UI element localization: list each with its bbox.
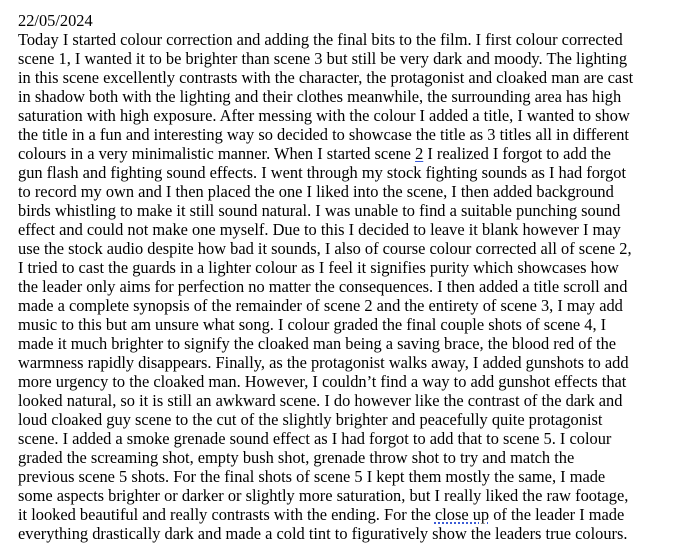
- text-line-16: music to this but am unsure what song. I colour graded the final couple shots of scene 4, I: [18, 315, 607, 334]
- date-line: 22/05/2024: [18, 11, 93, 30]
- text-line-15: made a complete synopsis of the remainder of scene 2 and the entirety of scene 3, I may add: [18, 296, 623, 315]
- spelling-flag-2[interactable]: 2: [415, 144, 424, 163]
- text-line-27: everything drastically dark and made a cold tint to figuratively show the leaders true colours.: [18, 524, 628, 543]
- text-line-25: some aspects brighter or darker or slightly more saturation, but I really liked the raw footage,: [18, 486, 629, 505]
- text-line-4: in shadow both with the lighting and their clothes meanwhile, the surrounding area has high: [18, 87, 622, 106]
- text-line-23: graded the screaming shot, empty bush shot, grenade throw shot to try and match the: [18, 448, 575, 467]
- text-line-12: use the stock audio despite how bad it sounds, I also of course colour corrected all of scene 2,: [18, 239, 632, 258]
- text-line-6: the title in a fun and interesting way so decided to showcase the title as 3 titles all in different: [18, 125, 629, 144]
- text-line-20: looked natural, so it is still an awkward scene. I do however like the contrast of the dark and: [18, 391, 623, 410]
- text-line-21: loud cloaked guy scene to the cut of the slightly brighter and peacefully quite protagonist: [18, 410, 603, 429]
- text-line-7: [18, 144, 668, 163]
- text-line-7-head: colours in a very minimalistic manner. When I started scene: [18, 144, 416, 163]
- text-line-5: saturation with high exposure. After messing with the colour I added a title, I wanted to show: [18, 106, 630, 125]
- text-line-14: the leader only aims for perfection no matter the consequences. I then added a title scroll and: [18, 277, 628, 296]
- text-line-13: I tried to cast the guards in a lighter colour as I feel it signifies purity which showcases how: [18, 258, 619, 277]
- text-line-26-head: it looked beautiful and really contrasts with the ending. For the: [18, 505, 435, 524]
- text-line-1: Today I started colour correction and adding the final bits to the film. I first colour corrected: [18, 30, 623, 49]
- text-line-8: gun flash and fighting sound effects. I went through my stock fighting sounds as I had forgot: [18, 163, 627, 182]
- text-line-7-tail: I realized I forgot to add the: [423, 144, 611, 163]
- text-line-9: to record my own and I then placed the one I liked into the scene, I then added background: [18, 182, 614, 201]
- text-line-24: previous scene 5 shots. For the final shots of scene 5 I kept them mostly the same, I made: [18, 467, 606, 486]
- text-line-26: [18, 505, 668, 524]
- grammar-flag-close-up[interactable]: close up: [434, 505, 490, 524]
- text-line-22: scene. I added a smoke grenade sound effect as I had forgot to add that to scene 5. I colour: [18, 429, 612, 448]
- document-body[interactable]: [18, 11, 668, 543]
- text-line-11: effect and could not make one myself. Due to this I decided to leave it blank however I may: [18, 220, 621, 239]
- text-line-17: made it much brighter to signify the cloaked man being a saving brace, the blood red of the: [18, 334, 617, 353]
- text-line-3: in this scene excellently contrasts with the character, the protagonist and cloaked man are cast: [18, 68, 634, 87]
- text-line-26-tail: of the leader I made: [489, 505, 625, 524]
- text-line-18: warmness rapidly disappears. Finally, as the protagonist walks away, I added gunshots to add: [18, 353, 629, 372]
- text-line-2: scene 1, I wanted it to be brighter than scene 3 but still be very dark and moody. The lighting: [18, 49, 628, 68]
- text-line-10: birds whistling to make it still sound natural. I was unable to find a suitable punching sound: [18, 201, 621, 220]
- text-line-19: more urgency to the cloaked man. However, I couldn’t find a way to add gunshot effects that: [18, 372, 627, 391]
